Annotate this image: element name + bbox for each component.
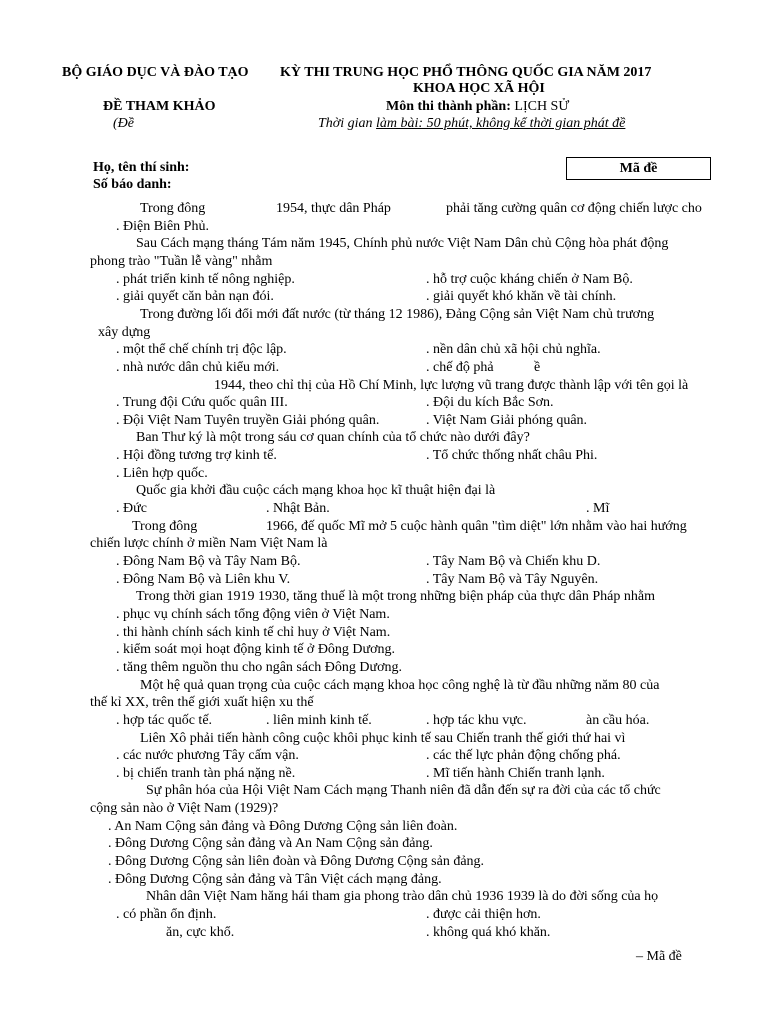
text-segment: . nhà nước dân chủ kiểu mới.	[116, 359, 280, 375]
text-line	[90, 518, 720, 535]
text-line	[90, 853, 720, 870]
text-segment: thế kỉ XX, trên thế giới xuất hiện xu thế	[90, 695, 314, 711]
text-segment: . không quá khó khăn.	[426, 924, 551, 940]
text-segment: . Mĩ	[586, 501, 610, 517]
text-segment: ề	[534, 359, 541, 375]
text-segment: Nhân dân Việt Nam hăng hái tham gia phong trào dân chủ 1936 1939 là do đời sống của họ	[146, 889, 659, 905]
text-line	[90, 253, 720, 270]
text-line	[90, 324, 720, 341]
text-segment: . nền dân chủ xã hội chủ nghĩa.	[426, 342, 601, 358]
doc-note: (Đề	[113, 116, 134, 131]
text-segment: . Tây Nam Bộ và Chiến khu D.	[426, 554, 601, 569]
text-line	[90, 871, 720, 888]
time-prefix: Thời gian	[318, 116, 377, 131]
text-line	[90, 288, 720, 305]
text-line	[90, 765, 720, 782]
text-segment: . hợp tác khu vực.	[426, 712, 527, 728]
text-line	[90, 465, 720, 482]
subject-line	[386, 98, 569, 115]
text-segment: . Đông Nam Bộ và Liên khu V.	[116, 571, 291, 587]
text-segment: . giải quyết căn bản nạn đói.	[116, 289, 274, 305]
text-line	[90, 694, 720, 711]
text-segment: Một hệ quả quan trọng của cuộc cách mạng khoa học công nghệ là từ đầu những năm 80 của	[140, 677, 660, 693]
text-line	[90, 535, 720, 552]
text-line	[90, 571, 720, 588]
text-segment: . chế độ phả	[426, 359, 494, 375]
time-detail: làm bài: 50 phút, không kể thời gian phát đề	[376, 116, 626, 131]
text-line	[90, 377, 720, 394]
text-segment: . kiểm soát mọi hoạt động kinh tế ở Đông Dương.	[116, 642, 396, 658]
text-line	[90, 553, 720, 570]
ministry-name: BỘ GIÁO DỤC VÀ ĐÀO TẠO	[62, 65, 249, 80]
text-line	[90, 447, 720, 464]
text-segment: Trong đông	[140, 201, 206, 216]
text-line	[90, 924, 720, 941]
text-segment: . Đông Dương Cộng sản đảng và An Nam Cộng sản đảng.	[108, 836, 433, 852]
text-segment: . Tổ chức thống nhất châu Phi.	[426, 448, 598, 464]
text-line	[90, 730, 720, 747]
text-line	[90, 412, 720, 429]
time-limit	[318, 115, 625, 132]
text-line	[90, 747, 720, 764]
text-line	[90, 200, 720, 217]
text-line	[90, 482, 720, 499]
text-segment: . Liên hợp quốc.	[116, 465, 208, 481]
text-segment: . bị chiến tranh tàn phá nặng nề.	[116, 765, 296, 781]
text-line	[90, 235, 720, 252]
text-line	[90, 782, 720, 799]
text-segment: phải tăng cường quân cơ động chiến lược cho	[446, 201, 702, 216]
text-line	[90, 429, 720, 446]
text-segment: Trong thời gian 1919 1930, tăng thuế là một trong những biện pháp của thực dân Pháp nhằm	[136, 589, 655, 605]
text-segment: . hợp tác quốc tế.	[116, 712, 213, 728]
text-segment: Sự phân hóa của Hội Việt Nam Cách mạng Thanh niên đã dẫn đến sự ra đời của các tổ chức	[146, 783, 661, 799]
text-segment: chiến lược chính ở miền Nam Việt Nam là	[90, 536, 328, 552]
text-line	[90, 341, 720, 358]
text-segment: . Đông Dương Cộng sản đảng và Tân Việt cách mạng đảng.	[108, 871, 442, 887]
text-segment: . liên minh kinh tế.	[266, 712, 372, 728]
text-segment: . các thế lực phản động chống phá.	[426, 748, 621, 764]
exam-code-label: Mã đề	[619, 161, 658, 176]
text-line	[90, 606, 720, 623]
text-segment: . được cải thiện hơn.	[426, 907, 541, 922]
text-segment: . Việt Nam Giải phóng quân.	[426, 412, 588, 428]
text-segment: . Điện Biên Phủ.	[116, 218, 209, 234]
exam-code-box	[566, 157, 711, 180]
text-segment: . phát triển kinh tế nông nghiệp.	[116, 271, 295, 287]
text-segment: . Tây Nam Bộ và Tây Nguyên.	[426, 571, 599, 587]
student-id-label: Số báo danh:	[93, 177, 172, 192]
text-line	[90, 394, 720, 411]
text-segment: Liên Xô phải tiến hành công cuộc khôi phục kinh tế sau Chiến tranh thế giới thứ hai vì	[140, 730, 626, 746]
text-segment: . Hội đồng tương trợ kinh tế.	[116, 448, 277, 464]
text-segment: Quốc gia khởi đầu cuộc cách mạng khoa học kĩ thuật hiện đại là	[136, 483, 496, 499]
text-segment: àn cầu hóa.	[586, 712, 650, 728]
text-segment: . giải quyết khó khăn về tài chính.	[426, 289, 617, 305]
text-segment: . một thể chế chính trị độc lập.	[116, 342, 287, 358]
text-segment: . các nước phương Tây cấm vận.	[116, 748, 299, 764]
subject-prefix: Môn thi thành phần:	[386, 99, 511, 114]
text-segment: . hỗ trợ cuộc kháng chiến ở Nam Bộ.	[426, 271, 633, 287]
text-line	[90, 835, 720, 852]
text-line	[90, 712, 720, 729]
text-line	[90, 800, 720, 817]
text-line	[90, 500, 720, 517]
subject-name: LỊCH SỬ	[514, 99, 570, 114]
text-segment: cộng sản nào ở Việt Nam (1929)?	[90, 801, 279, 817]
text-line	[90, 818, 720, 835]
text-segment: . phục vụ chính sách tổng động viên ở Việt Nam.	[116, 606, 390, 622]
exam-field: KHOA HỌC XÃ HỘI	[413, 81, 545, 96]
text-segment: . có phần ổn định.	[116, 907, 217, 922]
exam-title: KỲ THI TRUNG HỌC PHỔ THÔNG QUỐC GIA NĂM 2017	[280, 65, 652, 80]
text-line	[90, 624, 720, 641]
text-segment: Sau Cách mạng tháng Tám năm 1945, Chính phủ nước Việt Nam Dân chủ Cộng hòa phát động	[136, 236, 669, 252]
text-segment: . Đông Nam Bộ và Tây Nam Bộ.	[116, 554, 301, 569]
text-line	[90, 677, 720, 694]
text-line	[90, 888, 720, 905]
text-segment: 1966, đế quốc Mĩ mở 5 cuộc hành quân "tìm diệt" lớn nhằm vào hai hướng	[266, 518, 687, 534]
text-segment: . Đông Dương Cộng sản liên đoàn và Đông Dương Cộng sản đảng.	[108, 854, 485, 870]
text-segment: . Đội du kích Bắc Sơn.	[426, 395, 554, 411]
text-line	[90, 218, 720, 235]
text-segment: Ban Thư ký là một trong sáu cơ quan chính của tổ chức nào dưới đây?	[136, 430, 530, 446]
text-segment: . An Nam Cộng sản đảng và Đông Dương Cộng sản liên đoàn.	[108, 818, 458, 834]
text-line	[90, 588, 720, 605]
text-segment: . Nhật Bản.	[266, 501, 330, 517]
student-name-label: Họ, tên thí sinh:	[93, 160, 190, 175]
text-segment: . Trung đội Cứu quốc quân III.	[116, 395, 288, 411]
text-line	[90, 306, 720, 323]
text-segment: Trong đông	[132, 518, 198, 534]
text-line	[90, 641, 720, 658]
text-segment: . tăng thêm nguồn thu cho ngân sách Đông Dương.	[116, 659, 403, 675]
text-segment: . Mĩ tiến hành Chiến tranh lạnh.	[426, 765, 605, 781]
text-segment: ăn, cực khổ.	[166, 924, 235, 940]
text-segment: xây dựng	[98, 324, 151, 340]
text-segment: Trong đường lối đổi mới đất nước (từ tháng 12 1986), Đảng Cộng sản Việt Nam chủ trương	[140, 306, 655, 322]
text-segment: 1954, thực dân Pháp	[276, 201, 391, 216]
text-segment: . thi hành chính sách kinh tế chỉ huy ở Việt Nam.	[116, 624, 391, 640]
text-line	[90, 271, 720, 288]
footer-code-label: – Mã đề	[636, 949, 682, 964]
doc-type-label: ĐỀ THAM KHẢO	[103, 99, 216, 114]
text-line	[90, 659, 720, 676]
text-segment: phong trào "Tuần lễ vàng" nhằm	[90, 253, 273, 269]
text-line	[90, 359, 720, 376]
text-line	[90, 906, 720, 923]
text-segment: 1944, theo chỉ thị của Hồ Chí Minh, lực lượng vũ trang được thành lập với tên gọi là	[214, 377, 689, 393]
text-segment: . Đức	[116, 501, 147, 517]
text-segment: . Đội Việt Nam Tuyên truyền Giải phóng quân.	[116, 412, 380, 428]
